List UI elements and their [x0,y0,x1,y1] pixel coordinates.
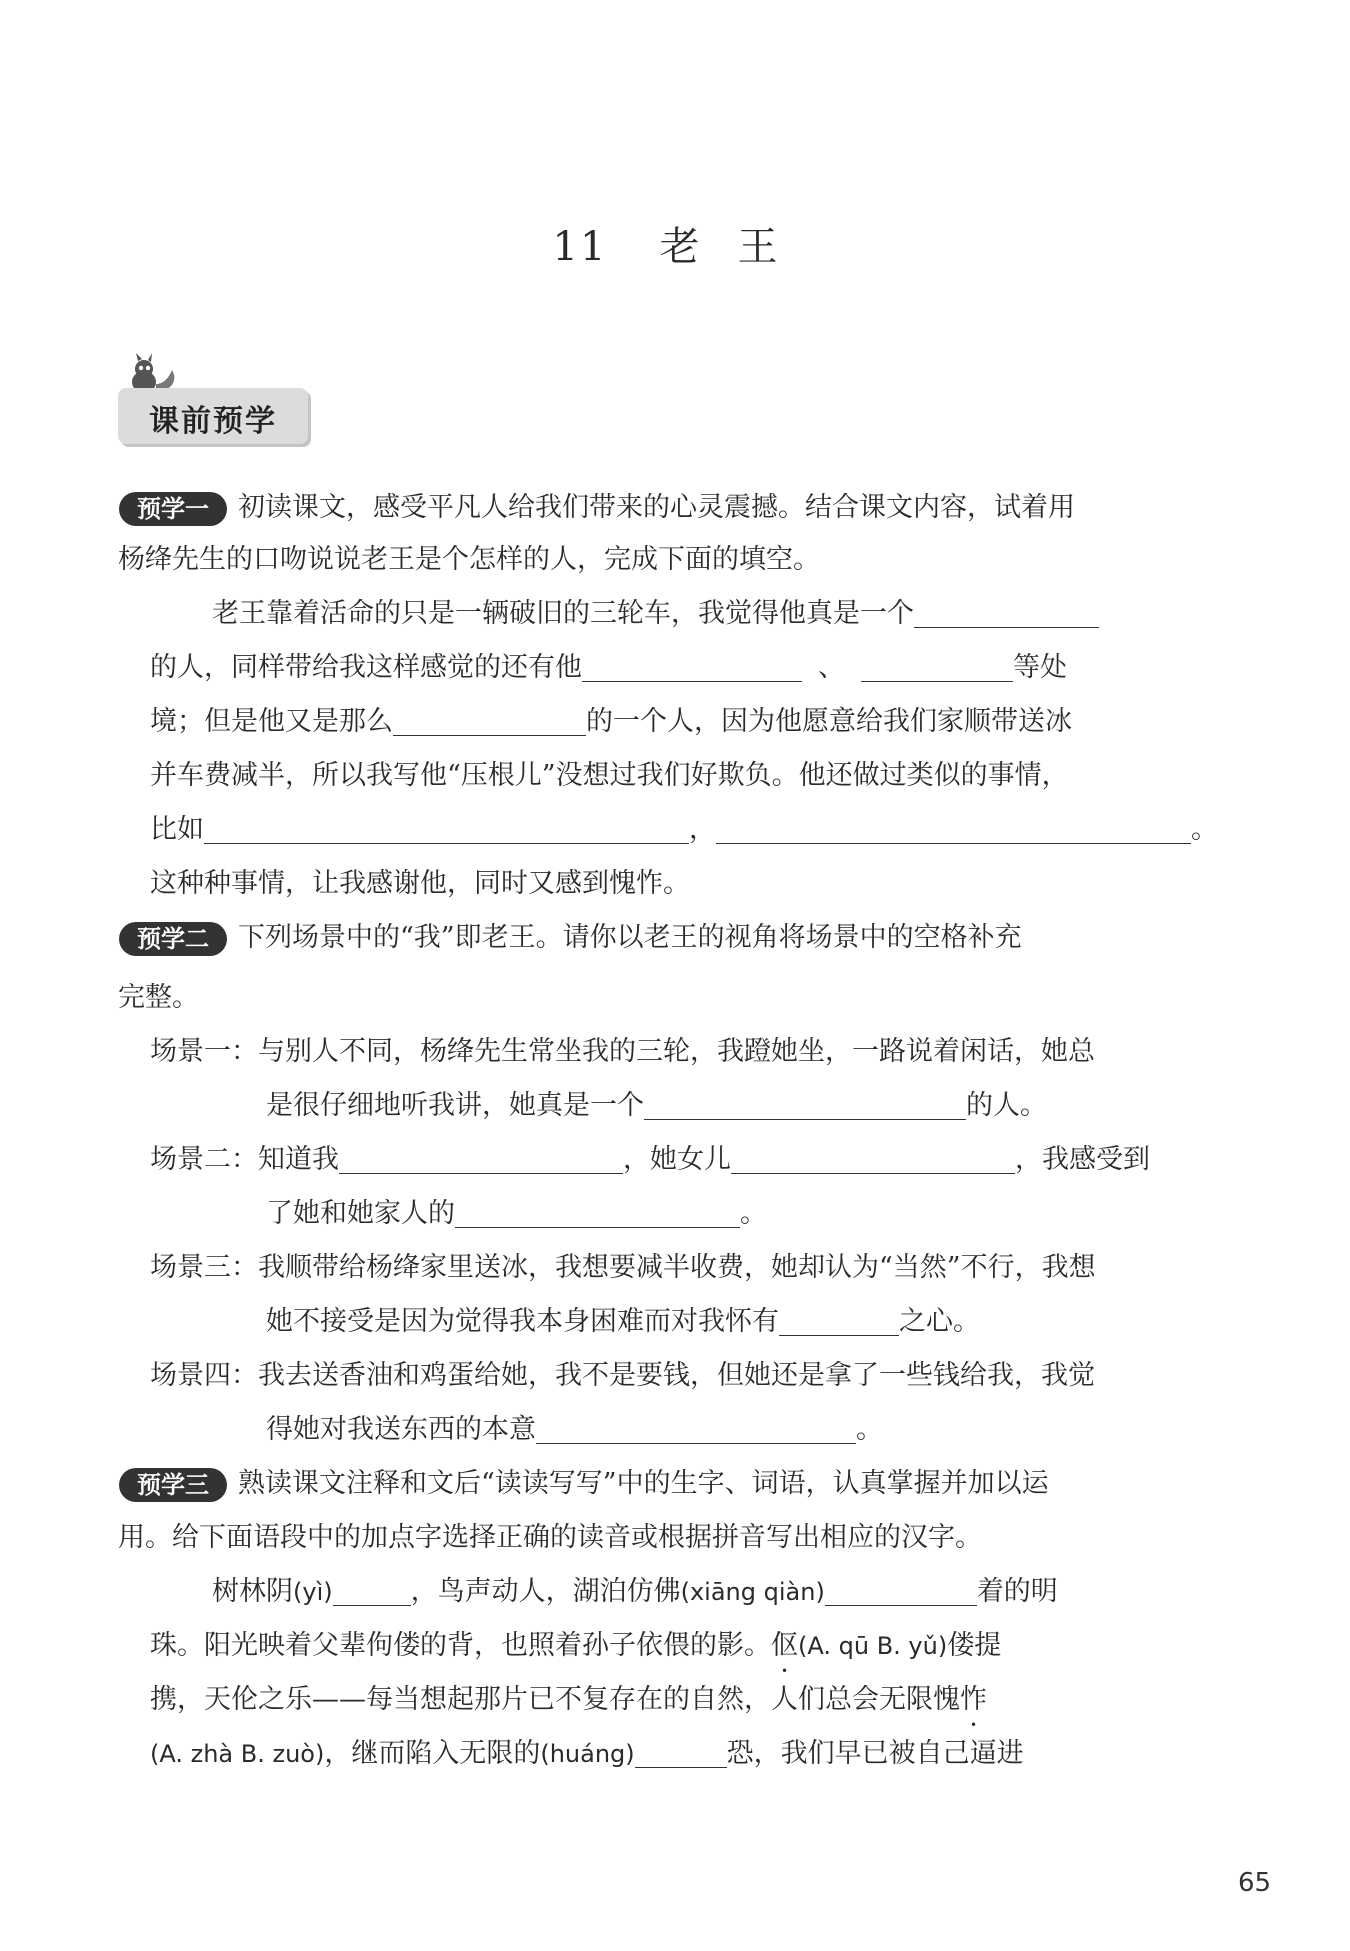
p3-l1a-text: 树林阴 [212,1576,293,1607]
p2-intro-text-a: 下列场景中的“我”即老王。请你以老王的视角将场景中的空格补充 [238,922,1022,953]
p1-line-3 [150,702,1072,742]
svg-text:预学一: 预学一 [137,494,209,523]
answer-blank[interactable] [536,1413,856,1444]
p1-s6-text: 这种种事情，让我感谢他，同时又感到愧怍。 [150,868,690,899]
p3-l1d-pinyin: (xiāng qiàn) [680,1578,825,1606]
answer-blank[interactable] [393,705,586,736]
page-number: 65 [1238,1868,1272,1898]
p3-line-3 [150,1680,987,1720]
answer-blank[interactable] [333,1575,411,1606]
badge-yuxue-1 [118,490,228,528]
scene-2-text-a3: ，我感受到 [1015,1144,1150,1175]
scene-4-text-b2: 。 [856,1414,883,1445]
lesson-title [0,215,1350,272]
scene-2-text-b1: 了她和她家人的 [266,1198,455,1229]
lesson-title-char-2: 王 [737,224,780,270]
p1-line-5 [150,810,1218,850]
p3-intro-text-b: 用。给下面语段中的加点字选择正确的读音或根据拼音写出相应的汉字。 [118,1522,982,1553]
p1-s1-text: 老王靠着活命的只是一辆破旧的三轮车，我觉得他真是一个 [212,598,914,629]
lesson-title-char-1: 老 [659,224,702,270]
answer-blank[interactable] [914,597,1099,628]
p2-intro-line-1 [118,918,1022,958]
scene-3-text-b1: 她不接受是因为觉得我本身困难而对我怀有 [266,1306,779,1337]
p3-intro-text-a: 熟读课文注释和文后“读读写写”中的生字、词语，认真掌握并加以运 [238,1468,1049,1499]
scene-4-line-2 [266,1410,883,1450]
p3-line-1 [212,1572,1058,1612]
p1-s2a-text: 的人，同样带给我这样感觉的还有他 [150,652,582,683]
dotted-char-yu: 伛 [771,1630,798,1661]
p1-s2b-text: 、 [818,652,845,683]
scene-1-line-1: 场景一：与别人不同，杨绛先生常坐我的三轮，我蹬她坐，一路说着闲话，她总 [150,1036,1095,1067]
scene-1-line-2 [266,1086,1047,1126]
p3-intro-line-1 [118,1464,1049,1504]
p3-l4d-text: 恐，我们早已被自己逼进 [726,1738,1024,1769]
badge-yuxue-2 [118,920,228,958]
p1-s5b-text: ， [689,814,716,845]
section-header-label: 课前预学 [149,404,277,439]
p3-l1b-pinyin: (yì) [293,1578,333,1606]
p1-s3a-text: 境；但是他又是那么 [150,706,393,737]
scene-2-text-a1: 场景二：知道我 [150,1144,339,1175]
p1-s5c-text: 。 [1191,814,1218,845]
scene-3-line-2 [266,1302,980,1342]
p1-s2c-text: 等处 [1013,652,1067,683]
answer-blank[interactable] [204,813,689,844]
section-header [118,388,308,444]
answer-blank[interactable] [825,1575,977,1606]
p1-line-2 [150,648,1067,688]
svg-text:预学二: 预学二 [137,924,209,953]
scene-2-text-a2: ，她女儿 [623,1144,731,1175]
dotted-char-zuo: 怍 [960,1684,987,1715]
p3-l2c-text: 偻提 [947,1630,1002,1661]
p1-intro-line-1 [118,488,1075,528]
svg-text:预学三: 预学三 [137,1470,209,1499]
scene-1-text-b2: 的人。 [966,1090,1047,1121]
p1-intro-text-b: 杨绛先生的口吻说说老王是个怎样的人，完成下面的填空。 [118,544,820,575]
p3-l4b-text: ，继而陷入无限的 [324,1738,541,1769]
answer-blank[interactable] [861,651,1013,682]
scene-4-text-b1: 得她对我送东西的本意 [266,1414,536,1445]
answer-blank[interactable] [644,1089,966,1120]
p1-s3b-text: 的一个人，因为他愿意给我们家顺带送冰 [586,706,1072,737]
p1-line-1 [212,594,1099,634]
answer-blank[interactable] [635,1737,727,1768]
scene-2-line-2 [266,1194,767,1234]
p1-s4-text: 并车费减半，所以我写他“压根儿”没想过我们好欺负。他还做过类似的事情， [150,760,1069,791]
scene-1-text-b1: 是很仔细地听我讲，她真是一个 [266,1090,644,1121]
scene-3-text-b2: 之心。 [899,1306,980,1337]
p3-l2a-text: 珠。阳光映着父辈佝偻的背，也照着孙子依偎的影。 [150,1630,771,1661]
scene-3-line-1: 场景三：我顺带给杨绛家里送冰，我想要减半收费，她却认为“当然”不行，我想 [150,1252,1096,1283]
p3-l4c-pinyin: (huáng) [540,1740,635,1768]
p3-l1e-text: 着的明 [976,1576,1058,1607]
answer-blank[interactable] [339,1143,623,1174]
p3-line-4 [150,1734,1024,1774]
p1-intro-text-a: 初读课文，感受平凡人给我们带来的心灵震撼。结合课文内容，试着用 [238,492,1075,523]
p2-intro-text-b: 完整。 [118,982,199,1013]
answer-blank[interactable] [779,1305,899,1336]
lesson-number: 11 [552,224,608,270]
answer-blank[interactable] [455,1197,740,1228]
p1-s5a-text: 比如 [150,814,204,845]
p3-l2b-options: (A. qū B. yǔ) [798,1632,948,1660]
badge-yuxue-3 [118,1466,228,1504]
scene-4-line-1: 场景四：我去送香油和鸡蛋给她，我不是要钱，但她还是拿了一些钱给我，我觉 [150,1360,1095,1391]
p3-l1c-text: ，鸟声动人，湖泊仿佛 [410,1576,681,1607]
p3-line-2 [150,1626,1001,1666]
p3-l3a-text: 携，天伦之乐——每当想起那片已不复存在的自然，人们总会无限愧 [150,1684,960,1715]
answer-blank[interactable] [716,813,1191,844]
scene-2-text-b2: 。 [740,1198,767,1229]
answer-blank[interactable] [731,1143,1015,1174]
answer-blank[interactable] [582,651,802,682]
p3-l4a-options: (A. zhà B. zuò) [150,1740,325,1768]
scene-2-line-1 [150,1140,1150,1180]
